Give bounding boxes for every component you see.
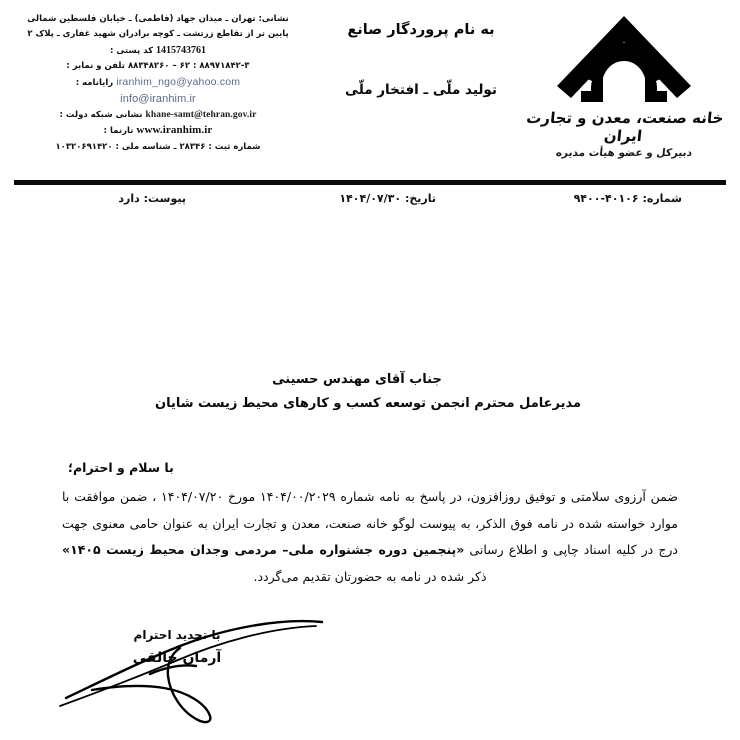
letter-date-label: تاریخ:	[404, 192, 436, 205]
letter-number-label: شماره:	[642, 192, 682, 205]
addressee-block	[18, 368, 718, 416]
phone-value: ۸۸۹۷۱۸۴۲-۳ : ۶۲ – ۸۸۳۴۸۲۶۰	[127, 61, 250, 72]
slogan-primary: به نام پروردگار صانع	[347, 22, 495, 38]
email-value[interactable]: iranhim_ngo@yahoo.com	[116, 75, 241, 88]
body-part-2: ذکر شده در نامه به حضورتان تقدیم می‌گردد.	[253, 568, 487, 584]
organization-role: دبیرکل و عضو هیأت مدیره	[555, 147, 693, 159]
gov-network-value[interactable]: khane-samt@tehran.gov.ir	[145, 110, 257, 121]
signature-regards: با تجدید احترام	[133, 628, 221, 642]
website-value[interactable]: www.iranhim.ir	[136, 124, 213, 137]
logo-block	[512, 6, 736, 159]
website-line	[14, 123, 302, 139]
email-line	[14, 75, 302, 91]
body-emphasis: «پنجمین دوره جشنواره ملی– مردمی وجدان محیط زیست ۱۴۰۵»	[62, 542, 465, 557]
letter-body	[62, 484, 678, 590]
registry-line: شماره ثبت : ۲۸۳۴۶ ـ شناسه ملی : ۱۰۳۲۰۶۹۱۴۲۰	[55, 141, 261, 152]
postal-code-label: کد پستی :	[109, 45, 154, 56]
address-line-1: نشانی: تهران ـ میدان جهاد (فاطمی) ـ خیابان فلسطین شمالی	[27, 14, 289, 24]
letter-attachment	[118, 192, 186, 205]
email-label: رایانامه :	[75, 77, 114, 88]
greeting: با سلام و احترام؛	[68, 460, 174, 475]
slogan-block	[308, 14, 534, 100]
house-gear-logo-icon	[551, 12, 697, 108]
letter-attachment-value: دارد	[118, 192, 140, 205]
contact-block	[14, 12, 302, 155]
phone-label: تلفن و نمابر :	[66, 61, 125, 72]
letter-number	[574, 192, 682, 205]
letter-attachment-label: پیوست:	[143, 192, 186, 205]
address-line-2: پایین تر از تقاطع زرتشت ـ کوچه برادران شهید غفاری ـ پلاک ۲	[27, 29, 289, 40]
gov-network-line	[14, 108, 302, 123]
organization-name: خانه صنعت، معدن و تجارت ایران	[525, 109, 725, 145]
letter-body-paragraph	[62, 484, 678, 590]
meta-row	[14, 192, 726, 218]
body-part-1: ضمن آرزوی سلامتی و توفیق روزافزون، در پاسخ به نامه شماره ۱۴۰۴/۰۰/۲۰۲۹ مورخ ۱۴۰۴/۰۷/۲۰ ، ضمن موافقت با موارد خواسته شده در نامه فوق الذکر، به پیوست لوگو خانه صنعت، معدن و تجارت ایران به عنوان حامی معنوی جهت درج در کلیه اسناد چاپی و اطلاع رسانی	[62, 489, 678, 557]
letter-number-value: ۴۰۱۰۶-۹۴۰۰	[573, 192, 639, 205]
header-divider	[14, 180, 726, 185]
signature-block	[30, 612, 330, 724]
gov-network-label: نشانی شبکه دولت :	[59, 110, 143, 121]
postal-code-line	[14, 43, 302, 59]
website-label: تارنما :	[103, 126, 134, 137]
postal-code-value: 1415743761	[156, 44, 207, 56]
signatory-name: آرمان خالقی	[132, 650, 222, 666]
email-secondary[interactable]: info@iranhim.ir	[120, 93, 196, 106]
letter-date	[339, 192, 436, 205]
slogan-secondary: تولید ملّی ـ افتخار ملّی	[345, 82, 497, 98]
addressee-title: مدیرعامل محترم انجمن توسعه کسب و کارهای محیط زیست شایان	[154, 396, 582, 411]
letterhead	[0, 0, 740, 178]
addressee-name: جناب آقای مهندس حسینی	[272, 372, 442, 387]
phone-line	[14, 59, 302, 74]
letter-date-value: ۱۴۰۴/۰۷/۳۰	[339, 192, 402, 205]
